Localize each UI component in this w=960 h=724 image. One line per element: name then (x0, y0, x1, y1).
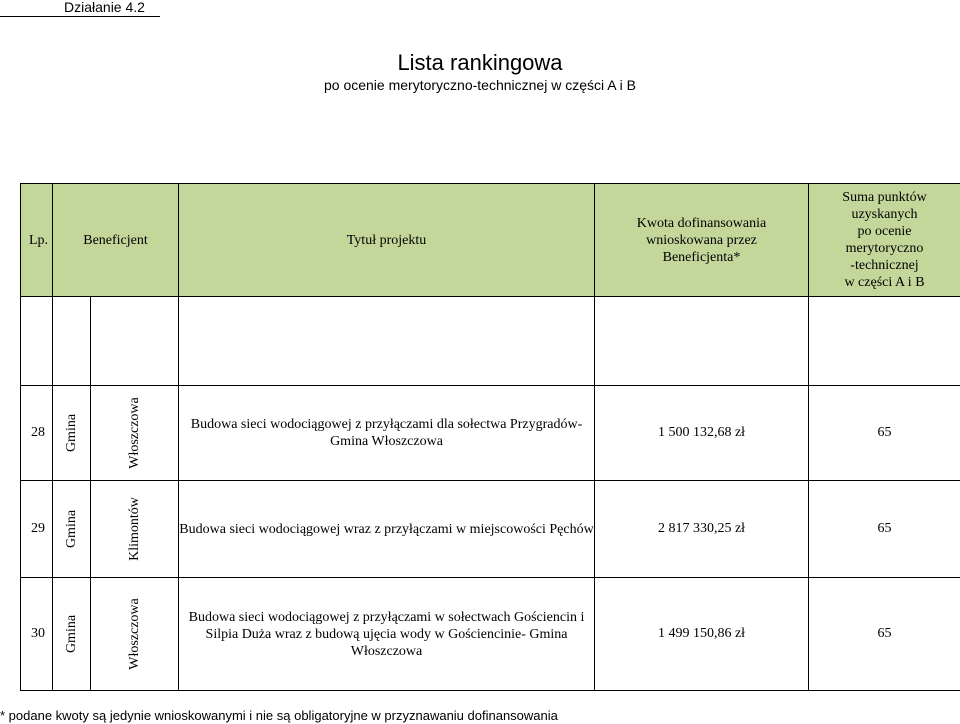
row-score: 65 (809, 386, 960, 481)
table-row (21, 481, 960, 578)
row-score: 65 (809, 578, 960, 691)
page-subtitle: po ocenie merytoryczno-technicznej w części A i B (323, 77, 637, 93)
col-header-amount: Kwota dofinansowania wnioskowana przez Beneficjenta* (595, 184, 809, 297)
row-beneficiary-type: Gmina (53, 386, 91, 481)
table-row (21, 578, 960, 691)
row-lp: 28 (21, 386, 53, 481)
row-beneficiary-name: Klimontów (91, 481, 179, 578)
row-score: 65 (809, 481, 960, 578)
col-header-score: Suma punktów uzyskanych po ocenie merytoryczno -technicznej w części A i B (809, 184, 960, 297)
row-amount: 2 817 330,25 zł (595, 481, 809, 578)
table-row (21, 386, 960, 481)
table-spacer-row (21, 297, 960, 386)
footnote: * podane kwoty są jedynie wnioskowanymi i nie są obligatoryjne w przyznawaniu dofinansowania (0, 708, 558, 723)
row-beneficiary-name: Włoszczowa (91, 386, 179, 481)
col-header-beneficiary: Beneficjent (53, 184, 179, 297)
row-beneficiary-type: Gmina (53, 481, 91, 578)
table-header-row (21, 184, 960, 297)
row-lp: 29 (21, 481, 53, 578)
ranking-table (20, 183, 960, 691)
row-amount: 1 500 132,68 zł (595, 386, 809, 481)
row-project-title: Budowa sieci wodociągowej wraz z przyłączami w miejscowości Pęchów (179, 481, 595, 578)
col-header-lp: Lp. (21, 184, 53, 297)
page-title: Lista rankingowa (397, 50, 563, 75)
row-beneficiary-name: Włoszczowa (91, 578, 179, 691)
row-project-title: Budowa sieci wodociągowej z przyłączami w sołectwach Gościencin i Silpia Duża wraz z budową ujęcia wody w Gościencinie- Gmina Włoszczowa (179, 578, 595, 691)
row-lp: 30 (21, 578, 53, 691)
row-project-title: Budowa sieci wodociągowej z przyłączami dla sołectwa Przygradów-Gmina Włoszczowa (179, 386, 595, 481)
activity-header (0, 0, 160, 17)
activity-label: Działanie 4.2 (64, 0, 145, 15)
row-beneficiary-type: Gmina (53, 578, 91, 691)
col-header-project-title: Tytuł projektu (179, 184, 595, 297)
row-amount: 1 499 150,86 zł (595, 578, 809, 691)
